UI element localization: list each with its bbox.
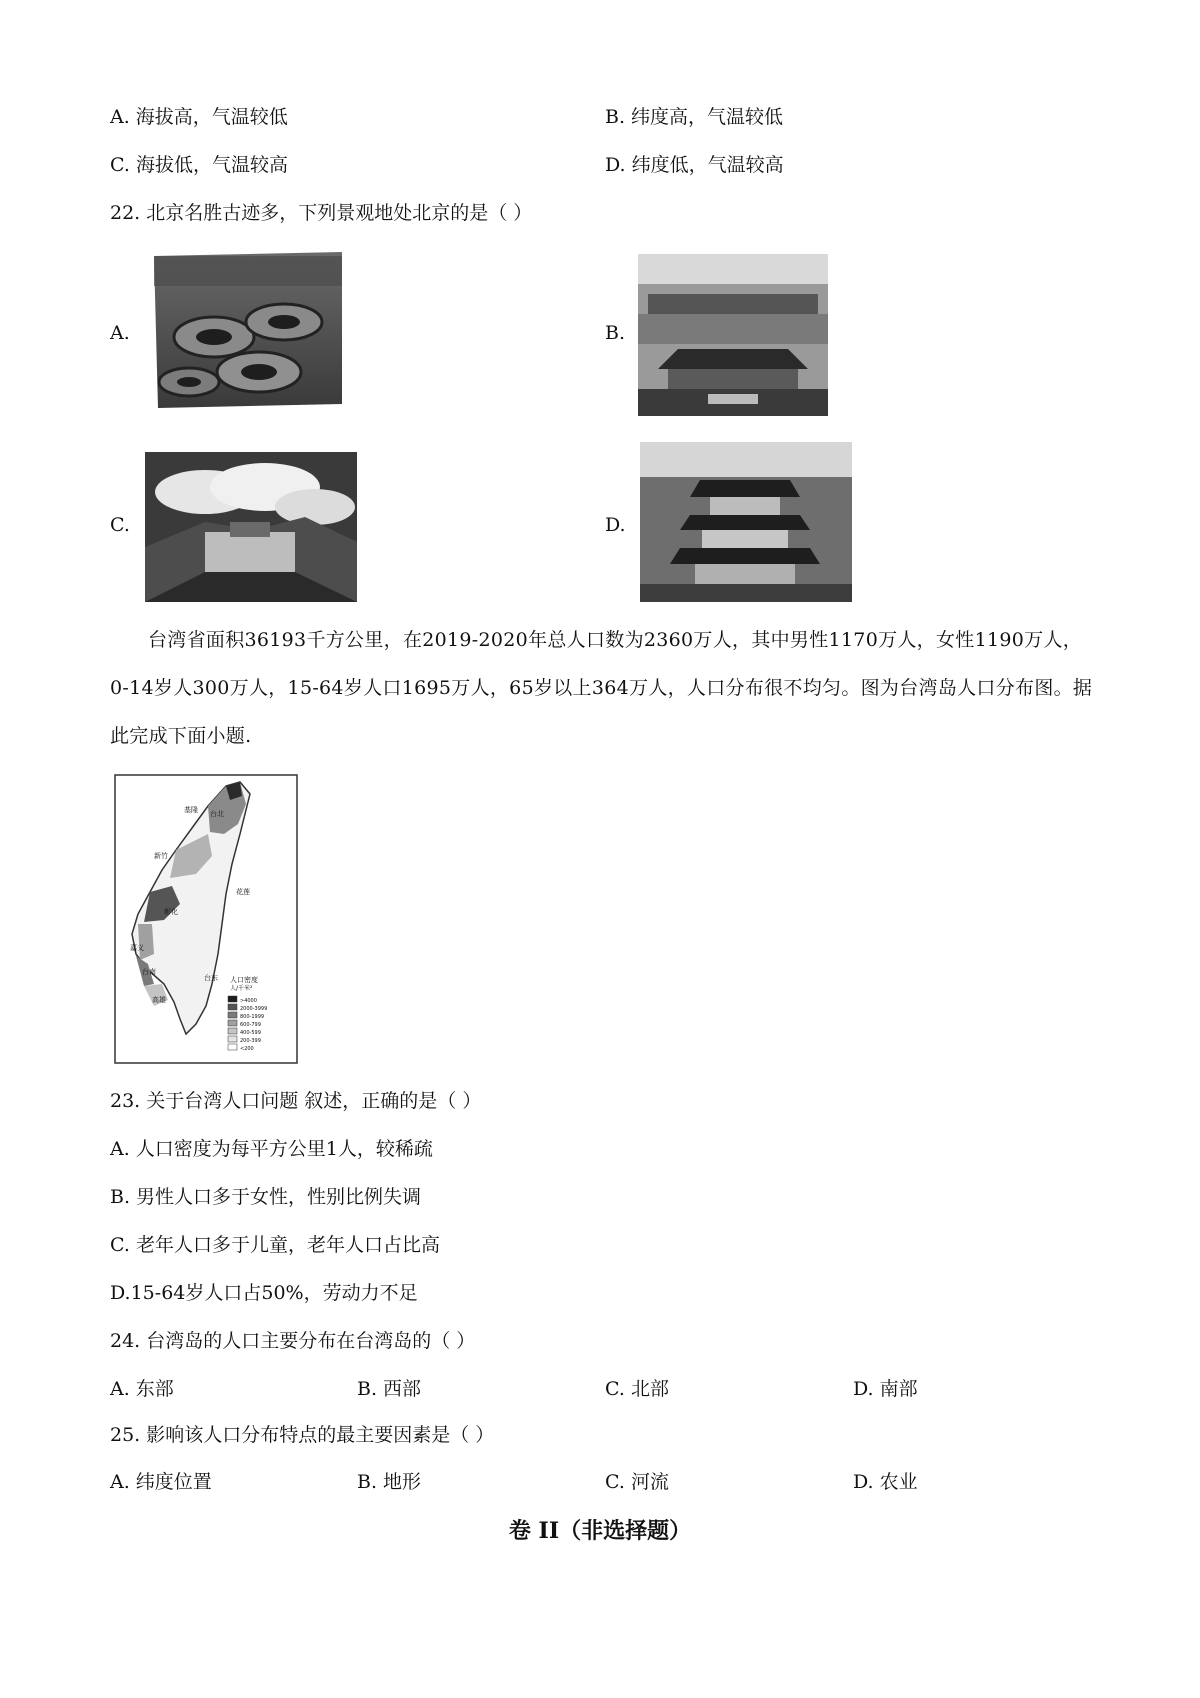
svg-text:高雄: 高雄 (152, 996, 166, 1004)
pagoda-photo (640, 442, 852, 602)
section-title: 卷 II（非选择题） (508, 1518, 692, 1544)
q21-option-a: A. 海拔高，气温较低 (110, 106, 288, 128)
svg-text:彰化: 彰化 (164, 908, 178, 916)
svg-text:>4000: >4000 (240, 998, 257, 1004)
q23-option-b: B. 男性人口多于女性，性别比例失调 (110, 1186, 422, 1208)
taiwan-passage: 台湾省面积36193千方公里，在2019-2020年总人口数为2360万人，其中男性1170万人，女性1190万人，0-14岁人300万人，15-64岁人口1695万人，65岁以上364万人，人口分布很不均匀。图为台湾岛人口分布图。据此完成下面小题. (110, 629, 1093, 747)
svg-text:花莲: 花莲 (236, 888, 250, 896)
q22-stem: 22. 北京名胜古迹多，下列景观地处北京的是（ ） (110, 202, 533, 224)
svg-text:台北: 台北 (210, 810, 224, 818)
svg-text:基隆: 基隆 (184, 806, 198, 814)
q25-option-b: B. 地形 (357, 1471, 422, 1493)
q21-option-c: C. 海拔低，气温较高 (110, 154, 288, 176)
svg-text:<200: <200 (240, 1046, 254, 1052)
q22-label-c: C. (110, 514, 130, 536)
q24-option-a: A. 东部 (110, 1378, 174, 1400)
q23-stem: 23. 关于台湾人口问题 叙述，正确的是（ ） (110, 1090, 482, 1112)
q23-option-a: A. 人口密度为每平方公里1人，较稀疏 (110, 1138, 433, 1160)
q24-option-b: B. 西部 (357, 1378, 422, 1400)
q23-option-d: D.15-64岁人口占50%，劳动力不足 (110, 1282, 418, 1304)
q24-option-c: C. 北部 (605, 1378, 669, 1400)
svg-text:新竹: 新竹 (154, 852, 168, 860)
q21-option-b: B. 纬度高，气温较低 (605, 106, 784, 128)
svg-text:800-1999: 800-1999 (240, 1014, 265, 1020)
svg-text:人/千米²: 人/千米² (230, 985, 253, 992)
q25-stem: 25. 影响该人口分布特点的最主要因素是（ ） (110, 1424, 495, 1446)
q22-label-b: B. (605, 322, 626, 344)
q25-option-c: C. 河流 (605, 1471, 669, 1493)
q25-option-a: A. 纬度位置 (110, 1471, 212, 1493)
taiwan-population-map (114, 774, 298, 1064)
svg-text:600-799: 600-799 (240, 1022, 261, 1028)
potala-palace-photo (145, 452, 357, 602)
tulou-photo (154, 252, 342, 408)
svg-text:2000-3999: 2000-3999 (240, 1006, 268, 1012)
svg-text:400-599: 400-599 (240, 1030, 261, 1036)
q22-label-a: A. (110, 322, 130, 344)
q22-label-d: D. (605, 514, 626, 536)
svg-text:200-399: 200-399 (240, 1038, 261, 1044)
q24-stem: 24. 台湾岛的人口主要分布在台湾岛的（ ） (110, 1330, 476, 1352)
q25-option-d: D. 农业 (853, 1471, 918, 1493)
svg-text:台南: 台南 (142, 968, 156, 976)
q23-option-c: C. 老年人口多于儿童，老年人口占比高 (110, 1234, 440, 1256)
q21-option-d: D. 纬度低，气温较高 (605, 154, 784, 176)
svg-text:人口密度: 人口密度 (230, 976, 258, 984)
svg-text:台东: 台东 (204, 974, 218, 982)
svg-text:嘉义: 嘉义 (130, 944, 144, 952)
forbidden-city-photo (638, 254, 828, 416)
q24-option-d: D. 南部 (853, 1378, 918, 1400)
